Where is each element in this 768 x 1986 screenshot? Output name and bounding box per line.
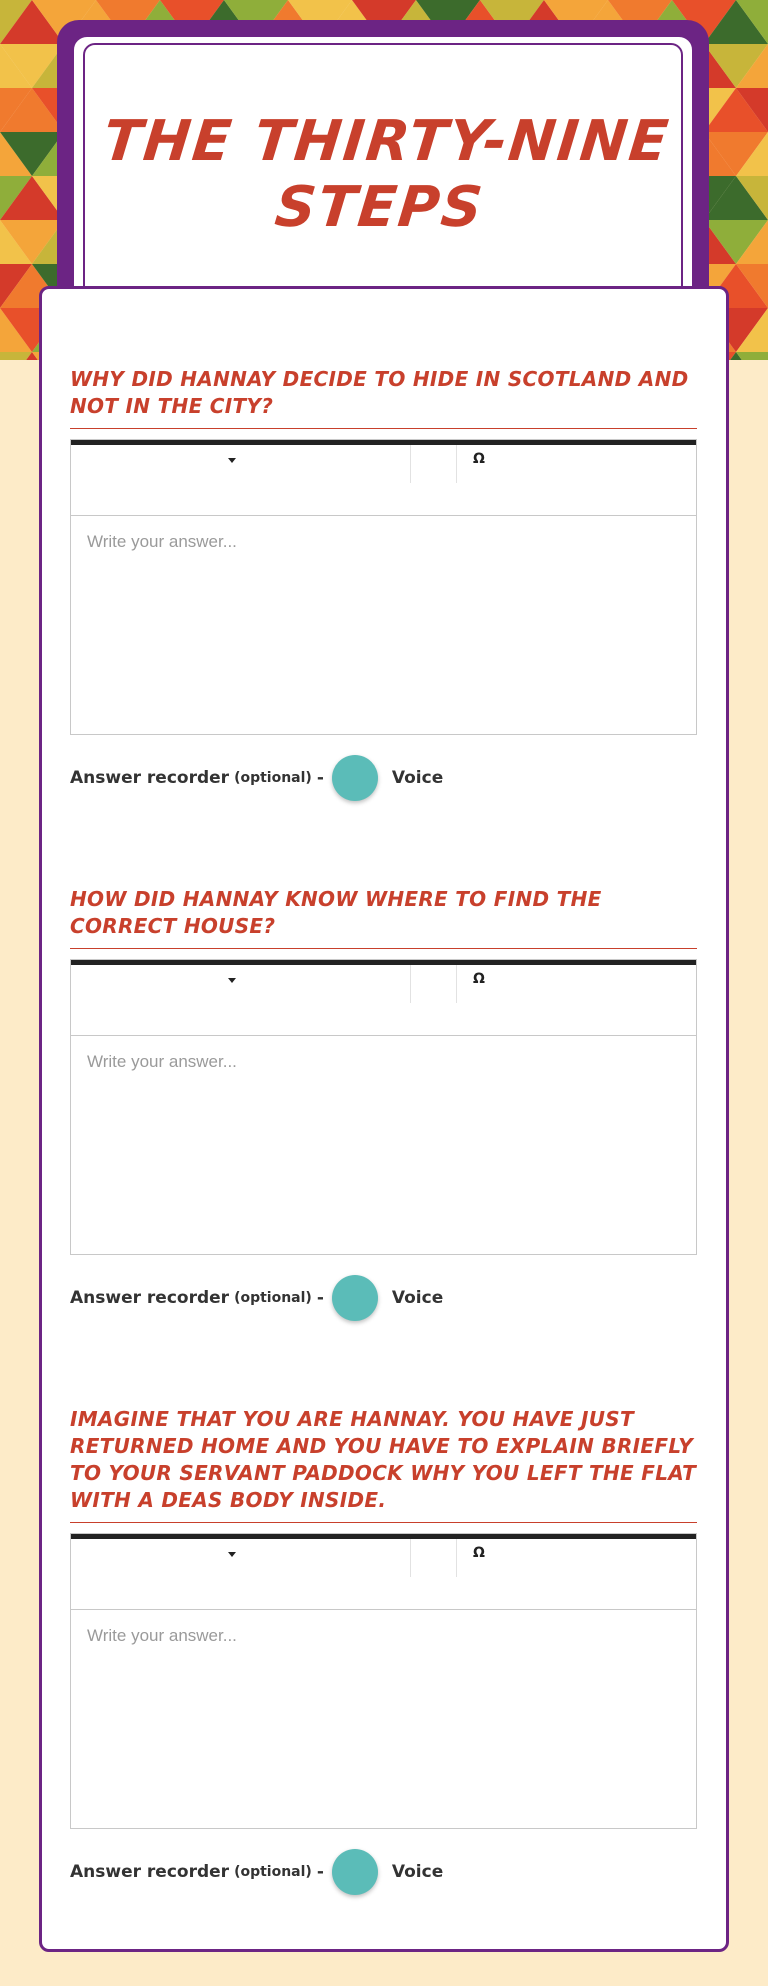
recorder-optional: (optional) <box>234 1864 312 1880</box>
answer-recorder <box>70 1849 697 1895</box>
recorder-optional: (optional) <box>234 1290 312 1306</box>
recorder-voice-label: Voice <box>391 1862 444 1882</box>
editor-toolbar <box>71 1534 696 1610</box>
recorder-voice-label: Voice <box>391 768 444 788</box>
question-title: IMAGINE THAT YOU ARE HANNAY. YOU HAVE JUST RETURNED HOME AND YOU HAVE TO EXPLAIN BRIEFLY TO YOUR SERVANT PADDOCK WHY YOU LEFT THE FLAT WITH A DEAS BODY INSIDE. <box>70 1406 697 1523</box>
toolbar-button[interactable] <box>411 1539 457 1577</box>
question-1 <box>70 366 697 801</box>
format-dropdown[interactable] <box>71 1539 411 1577</box>
recorder-optional: (optional) <box>234 770 312 786</box>
format-dropdown[interactable] <box>71 445 411 483</box>
question-title: HOW DID HANNAY KNOW WHERE TO FIND THE CORRECT HOUSE? <box>70 886 697 949</box>
recorder-dash: - <box>316 1862 324 1882</box>
record-button[interactable] <box>332 755 378 801</box>
answer-recorder <box>70 755 697 801</box>
chevron-down-icon <box>228 458 236 463</box>
answer-recorder <box>70 1275 697 1321</box>
special-character-icon[interactable]: Ω <box>473 1545 485 1561</box>
question-3 <box>70 1406 697 1895</box>
recorder-dash: - <box>316 1288 324 1308</box>
toolbar-button[interactable] <box>411 445 457 483</box>
recorder-label: Answer recorder <box>70 1862 230 1882</box>
recorder-dash: - <box>316 768 324 788</box>
answer-input[interactable] <box>71 1036 696 1254</box>
chevron-down-icon <box>228 1552 236 1557</box>
answer-input[interactable] <box>71 516 696 734</box>
format-dropdown[interactable] <box>71 965 411 1003</box>
question-2 <box>70 886 697 1321</box>
title-card <box>71 34 695 324</box>
recorder-label: Answer recorder <box>70 768 230 788</box>
editor-toolbar <box>71 440 696 516</box>
special-character-icon[interactable]: Ω <box>473 451 485 467</box>
chevron-down-icon <box>228 978 236 983</box>
answer-editor <box>70 959 697 1255</box>
page-title: THE THIRTY-NINE STEPS <box>100 109 673 240</box>
toolbar-button[interactable] <box>411 965 457 1003</box>
answer-editor <box>70 439 697 735</box>
recorder-label: Answer recorder <box>70 1288 230 1308</box>
answer-editor <box>70 1533 697 1829</box>
record-button[interactable] <box>332 1275 378 1321</box>
question-title: WHY DID HANNAY DECIDE TO HIDE IN SCOTLAND AND NOT IN THE CITY? <box>70 366 697 429</box>
editor-toolbar <box>71 960 696 1036</box>
recorder-voice-label: Voice <box>391 1288 444 1308</box>
answer-input[interactable] <box>71 1610 696 1828</box>
record-button[interactable] <box>332 1849 378 1895</box>
special-character-icon[interactable]: Ω <box>473 971 485 987</box>
